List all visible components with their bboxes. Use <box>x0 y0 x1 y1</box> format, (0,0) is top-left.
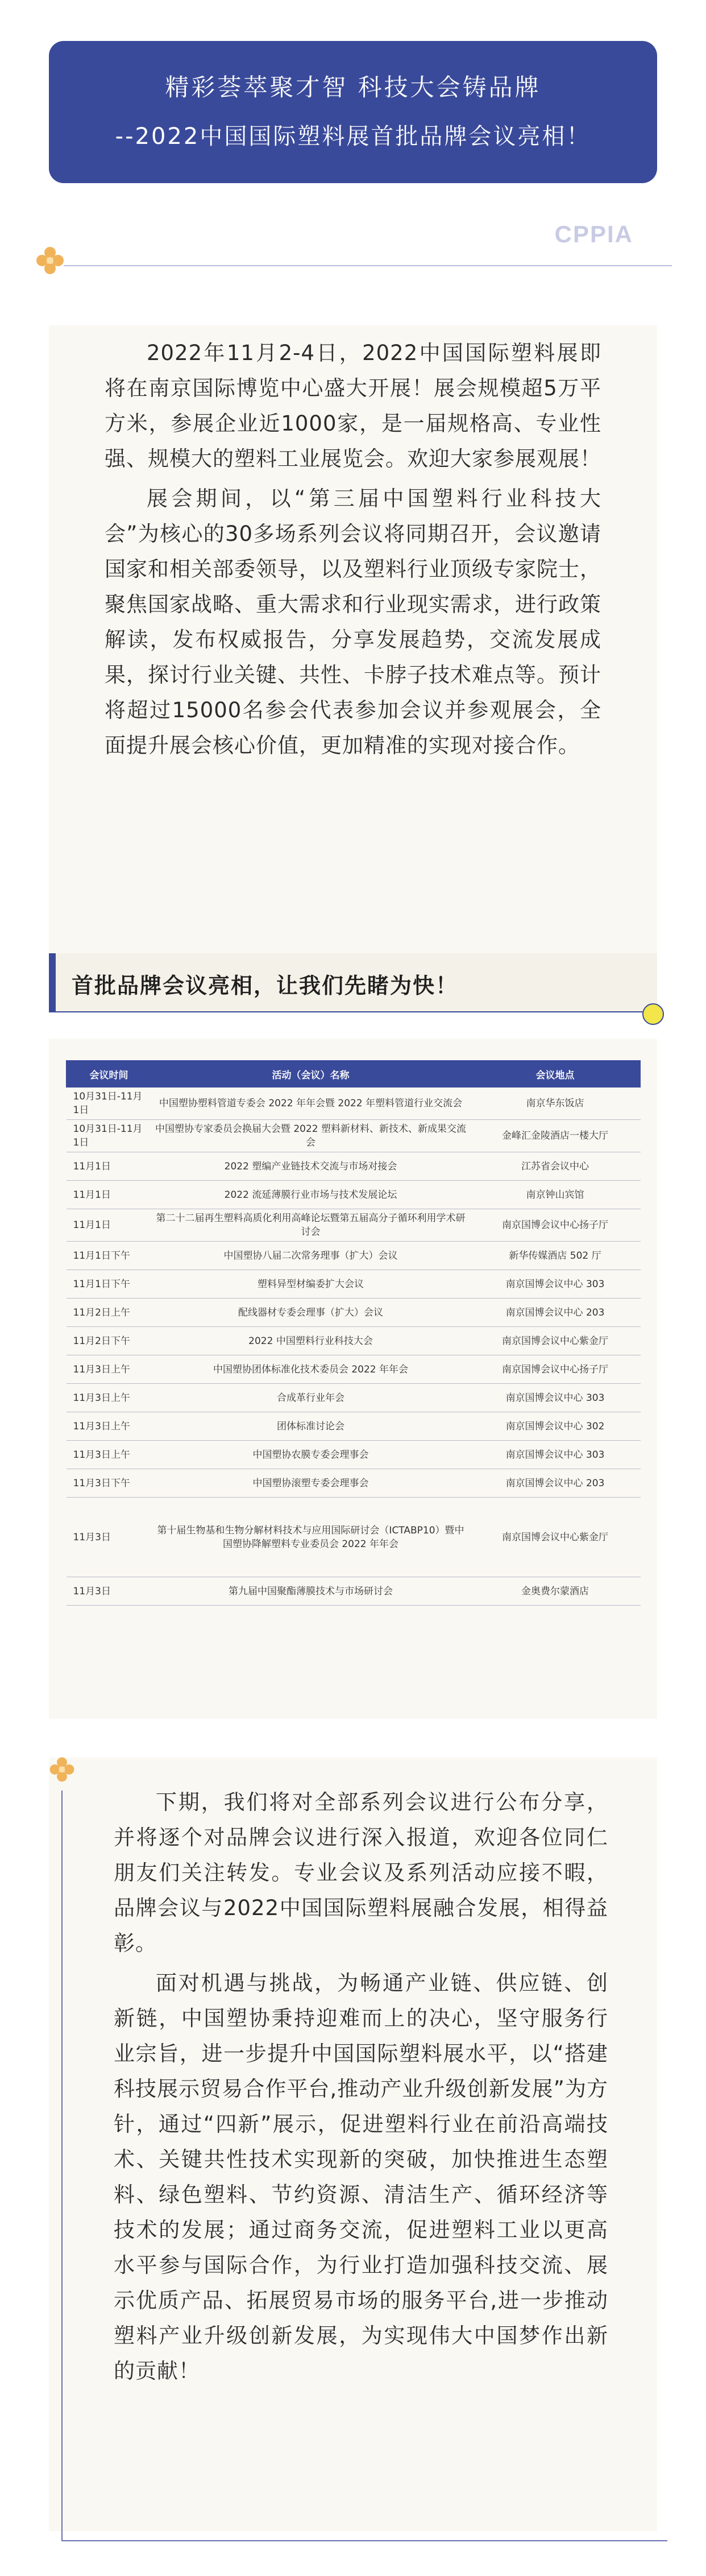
cell-time: 11月3日 <box>67 1498 152 1577</box>
cell-time: 11月1日 <box>67 1181 152 1209</box>
cell-location: 南京国博会议中心 203 <box>470 1469 641 1498</box>
frame-line-vertical <box>61 1791 63 2541</box>
title-line-2: --2022中国国际塑料展首批品牌会议亮相！ <box>115 123 591 150</box>
header-name: 活动（会议）名称 <box>152 1061 470 1088</box>
table-row <box>67 1384 641 1412</box>
cell-time: 11月3日上午 <box>67 1412 152 1441</box>
cell-name: 塑料异型材编委扩大会议 <box>152 1270 470 1299</box>
cell-name: 中国塑协专家委员会换届大会暨 2022 塑料新材料、新技术、新成果交流会 <box>152 1120 470 1152</box>
cell-name: 第二十二届再生塑料高质化利用高峰论坛暨第五届高分子循环利用学术研讨会 <box>152 1209 470 1242</box>
table-row <box>67 1327 641 1355</box>
cell-location: 南京钟山宾馆 <box>470 1181 641 1209</box>
header-time: 会议时间 <box>67 1061 152 1088</box>
cell-time: 11月1日 <box>67 1152 152 1181</box>
cell-name: 中国塑协滚塑专委会理事会 <box>152 1469 470 1498</box>
table-row <box>67 1209 641 1242</box>
closing-paragraph-1: 下期，我们将对全部系列会议进行公布分享，并将逐个对品牌会议进行深入报道，欢迎各位同仁朋友们关注转发。专业会议及系列活动应接不暇，品牌会议与2022中国国际塑料展融合发展，相得益彰。 <box>114 1790 608 1955</box>
frame-line-horizontal <box>61 2540 667 2541</box>
table-row <box>67 1299 641 1327</box>
cell-location: 南京国博会议中心紫金厅 <box>470 1327 641 1355</box>
cell-time: 10月31日-11月1日 <box>67 1088 152 1120</box>
cell-location: 金峰汇金陵酒店一楼大厅 <box>470 1120 641 1152</box>
table-row <box>67 1412 641 1441</box>
cppia-logo: CPPIA <box>554 221 633 247</box>
cell-name: 2022 中国塑料行业科技大会 <box>152 1327 470 1355</box>
flower-icon <box>48 1755 76 1784</box>
flower-icon <box>34 245 66 276</box>
table-row <box>67 1152 641 1181</box>
cell-time: 11月3日下午 <box>67 1469 152 1498</box>
cell-location: 新华传媒酒店 502 厅 <box>470 1242 641 1270</box>
circle-dot-icon <box>642 1003 664 1025</box>
cell-time: 11月2日下午 <box>67 1327 152 1355</box>
subtitle-bar <box>49 953 657 1012</box>
cell-location: 南京国博会议中心 303 <box>470 1270 641 1299</box>
header-location: 会议地点 <box>470 1061 641 1088</box>
cell-time: 11月3日上午 <box>67 1355 152 1384</box>
cell-location: 南京国博会议中心扬子厅 <box>470 1209 641 1242</box>
cell-location: 南京国博会议中心 203 <box>470 1299 641 1327</box>
table-row <box>67 1498 641 1577</box>
intro-paragraph-1: 2022年11月2-4日，2022中国国际塑料展即将在南京国际博览中心盛大开展！展会规模超5万平方米，参展企业近1000家，是一届规格高、专业性强、规模大的塑料工业展览会。欢迎大家参展观展！ <box>105 341 601 471</box>
cell-name: 中国塑协农膜专委会理事会 <box>152 1441 470 1469</box>
cell-time: 11月2日上午 <box>67 1299 152 1327</box>
cell-time: 11月1日下午 <box>67 1270 152 1299</box>
cell-time: 11月1日 <box>67 1209 152 1242</box>
cell-name: 第十届生物基和生物分解材料技术与应用国际研讨会（ICTABP10）暨中国塑协降解塑料专业委员会 2022 年年会 <box>152 1498 470 1577</box>
cell-name: 配线器材专委会理事（扩大）会议 <box>152 1299 470 1327</box>
cell-name: 2022 塑编产业链技术交流与市场对接会 <box>152 1152 470 1181</box>
cell-location: 金奥费尔蒙酒店 <box>470 1577 641 1606</box>
table-row <box>67 1242 641 1270</box>
cell-time: 11月1日下午 <box>67 1242 152 1270</box>
cell-name: 中国塑协塑料管道专委会 2022 年年会暨 2022 年塑料管道行业交流会 <box>152 1088 470 1120</box>
table-row <box>67 1577 641 1606</box>
intro-paragraph-2: 展会期间，以“第三届中国塑料行业科技大会”为核心的30多场系列会议将同期召开，会议邀请国家和相关部委领导，以及塑料行业顶级专家院士，聚焦国家战略、重大需求和行业现实需求，进行政策解读，发布权威报告，分享发展趋势，交流发展成果，探讨行业关键、共性、卡脖子技术难点等。预计将超过15000名参会代表参加会议并参观展会，全面提升展会核心价值，更加精准的实现对接合作。 <box>105 486 601 758</box>
cell-time: 11月3日上午 <box>67 1441 152 1469</box>
table-row <box>67 1441 641 1469</box>
cell-location: 南京国博会议中心 303 <box>470 1441 641 1469</box>
cell-name: 第九届中国聚酯薄膜技术与市场研讨会 <box>152 1577 470 1606</box>
cell-name: 合成革行业年会 <box>152 1384 470 1412</box>
closing-panel <box>49 1758 657 2531</box>
table-header-row <box>67 1061 641 1088</box>
cell-time: 10月31日-11月1日 <box>67 1120 152 1152</box>
cell-name: 团体标准讨论会 <box>152 1412 470 1441</box>
table-row <box>67 1270 641 1299</box>
table-row <box>67 1088 641 1120</box>
title-banner <box>49 41 657 183</box>
subtitle-text: 首批品牌会议亮相，让我们先睹为快！ <box>72 973 459 998</box>
cell-name: 中国塑协团体标准化技术委员会 2022 年年会 <box>152 1355 470 1384</box>
cell-name: 中国塑协八届二次常务理事（扩大）会议 <box>152 1242 470 1270</box>
cell-location: 南京国博会议中心 303 <box>470 1384 641 1412</box>
cell-location: 南京国博会议中心 302 <box>470 1412 641 1441</box>
cell-name: 2022 流延薄膜行业市场与技术发展论坛 <box>152 1181 470 1209</box>
cell-time: 11月3日上午 <box>67 1384 152 1412</box>
separator-line <box>64 265 672 266</box>
cell-location: 南京国博会议中心紫金厅 <box>470 1498 641 1577</box>
cell-location: 江苏省会议中心 <box>470 1152 641 1181</box>
table-row <box>67 1355 641 1384</box>
meeting-table <box>66 1060 641 1606</box>
table-row <box>67 1181 641 1209</box>
title-line-1: 精彩荟萃聚才智 科技大会铸品牌 <box>165 73 541 101</box>
table-row <box>67 1120 641 1152</box>
cell-location: 南京国博会议中心扬子厅 <box>470 1355 641 1384</box>
closing-paragraph-2: 面对机遇与挑战，为畅通产业链、供应链、创新链，中国塑协秉持迎难而上的决心，坚守服务行业宗旨，进一步提升中国国际塑料展水平，以“搭建科技展示贸易合作平台,推动产业升级创新发展”为方针，通过“四新”展示，促进塑料行业在前沿高端技术、关键共性技术实现新的突破，加快推进生态塑料、绿色塑料、节约资源、清洁生产、循环经济等技术的发展；通过商务交流，促进塑料工业以更高水平参与国际合作，为行业打造加强科技交流、展示优质产品、拓展贸易市场的服务平台,进一步推动塑料产业升级创新发展，为实现伟大中国梦作出新的贡献！ <box>114 1971 608 2383</box>
meeting-table-panel <box>49 1039 657 1719</box>
intro-panel <box>49 325 657 957</box>
cell-location: 南京华东饭店 <box>470 1088 641 1120</box>
table-row <box>67 1469 641 1498</box>
cell-time: 11月3日 <box>67 1577 152 1606</box>
